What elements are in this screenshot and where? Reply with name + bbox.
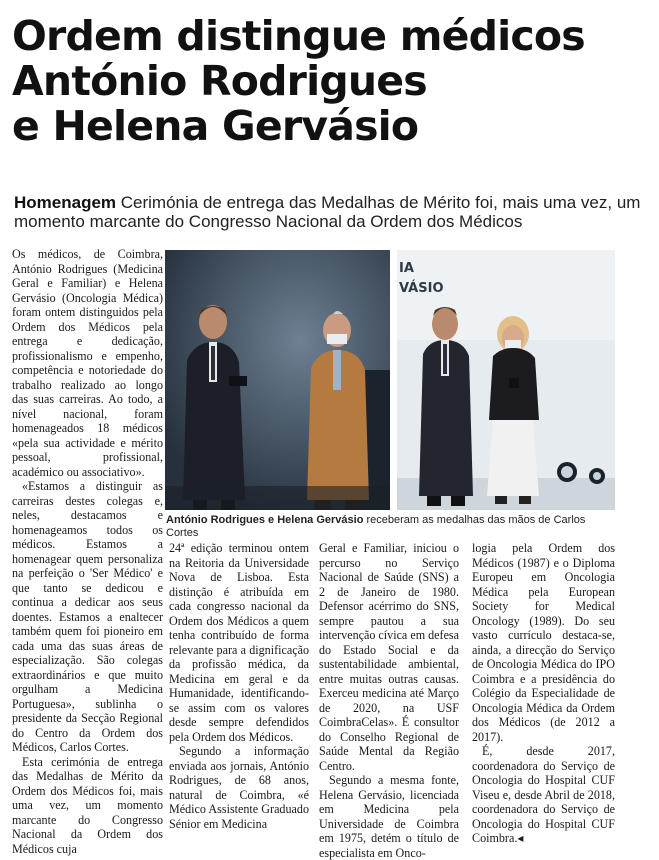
- backdrop-text-2: VÁSIO: [399, 281, 444, 296]
- body-paragraph: Segundo a mesma fonte, Helena Gervásio, licenciada em Medicina pela Universidade de Coimbra em 1975, detém o título de especialista em Onco-: [319, 773, 459, 860]
- article-deck: [14, 193, 650, 231]
- end-mark-icon: ◂: [517, 831, 524, 845]
- body-paragraph: Geral e Familiar, iniciou o percurso no Serviço Nacional de Saúde (SNS) a 2 de Janeiro de 1980. Defensor acérrimo do SNS, sempre pautou a sua intervenção cívica em defesa do Estado Social e da sustentabilidade ambiental, entre muitas outras causas. Exerceu medicina até Março de 2020, na USF CoimbraCelas». É consultor do Conselho Regional de Saúde Mental da Região Centro.: [319, 541, 460, 773]
- body-column-3: [319, 541, 459, 860]
- body-paragraph: 24ª edição terminou ontem na Reitoria da Universidade Nova de Lisboa. Esta distinção é atribuída em cada congresso nacional da Ordem dos Médicos a quem tenha contribuído de forma relevante para a dignificação da profissão médica, da Medicina em geral e da Humanidade, identificando-se assim com os valores desde sempre defendidos pela Ordem dos Médicos.: [169, 541, 309, 744]
- article-headline: [12, 14, 652, 149]
- body-paragraph: Segundo a informação enviada aos jornais, António Rodrigues, de 68 anos, natural de Coimbra, «é Médico Assistente Graduado Sénior em Medicina: [169, 744, 309, 831]
- body-paragraph: Esta cerimónia de entrega das Medalhas de Mérito da Ordem dos Médicos foi, mais uma vez, um momento marcante do Congresso Nacional da Ordem dos Médicos cuja: [12, 754, 163, 856]
- photo-antonio-rodrigues: [165, 250, 390, 510]
- photo-helena-gervasio: [397, 250, 615, 510]
- backdrop-text-1: IA: [399, 261, 414, 276]
- deck-text: Cerimónia de entrega das Medalhas de Mérito foi, mais uma vez, um momento marcante do Congresso Nacional da Ordem dos Médicos: [14, 193, 641, 231]
- body-paragraph: Os médicos, de Coimbra, António Rodrigues (Medicina Geral e Familiar) e Helena Gervásio (Oncologia Médica) foram ontem distinguidos pela Ordem dos Médicos pela entrega e dedicação, profissionalismo e empenho, competência e notoriedade do trabalho realizado ao longo das suas carreiras. Ao todo, a nível nacional, foram homenageados 18 médicos «pela sua actividade e mérito pessoal, profissional, académico ou associativo».: [12, 247, 163, 479]
- body-paragraph-last: [472, 744, 615, 846]
- body-column-1: [12, 247, 163, 856]
- headline-line-3: e Helena Gervásio: [12, 102, 419, 150]
- headline-line-2: António Rodrigues: [12, 57, 427, 105]
- photo-illustration-1: [165, 250, 390, 510]
- body-paragraph: logia pela Ordem dos Médicos (1987) e o Diploma Europeu em Oncologia Médica pela European Society for Medical Oncology (1989). Do seu vasto currículo destaca-se, ainda, a direcção do Serviço de Oncologia Médica do IPO Coimbra e a presidência do Colégio da Especialidade de Oncologia Médica da Ordem dos Médicos (de 2012 a 2017).: [472, 541, 615, 744]
- body-paragraph: «Estamos a distinguir as carreiras destes colegas e, neles, destacamos e homenageamos todos os médicos. Estamos a homenagear quem personaliza na perfeição o 'Ser Médico' e que tanto se dedicou e continua a dedicar aos seus doentes. Estamos a enaltecer também quem foi pioneiro em cada uma das suas áreas de especialização. São colegas extraordinários e que muito orgulham a Medicina Portuguesa», sublinha o presidente da Secção Regional do Centro da Ordem dos Médicos, Carlos Cortes.: [12, 479, 163, 754]
- body-column-4: [472, 541, 615, 846]
- body-column-2: [169, 541, 309, 831]
- caption-names: António Rodrigues e Helena Gervásio: [166, 514, 364, 526]
- body-paragraph-text: É, desde 2017, coordenadora do Serviço de Oncologia do Hospital CUF Viseu e, desde Abril de 2018, coordenadora do Serviço de Oncologia do Hospital CUF Coimbra.: [472, 744, 615, 845]
- headline-line-1: Ordem distingue médicos: [12, 12, 585, 60]
- deck-kicker: Homenagem: [14, 193, 117, 212]
- photo-caption: [166, 514, 616, 540]
- caption-text: receberam as medalhas das mãos de Carlos Cortes: [166, 514, 586, 539]
- photo-illustration-2: [397, 250, 615, 510]
